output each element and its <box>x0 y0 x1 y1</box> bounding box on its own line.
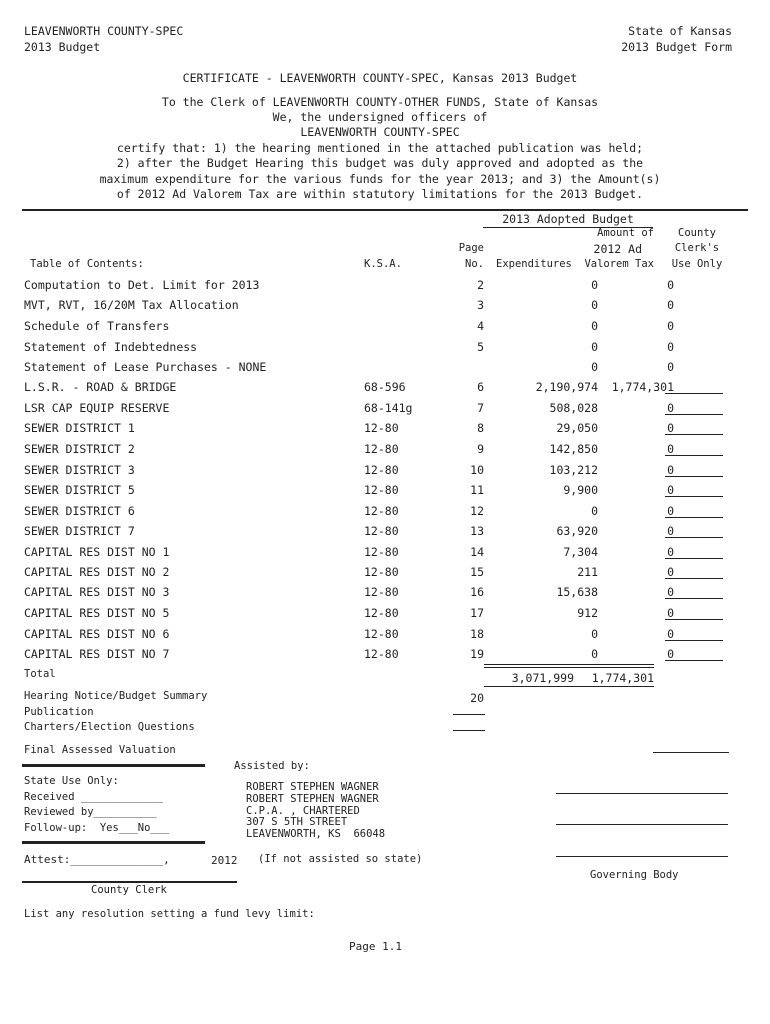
row-tax: 0 <box>667 463 674 477</box>
row-ksa: 12-80 <box>364 545 399 559</box>
total-bottom-rule <box>484 686 654 687</box>
row-ksa: 12-80 <box>364 524 399 538</box>
row-tax: 0 <box>667 585 674 599</box>
table-row <box>24 463 724 479</box>
row-page: 15 <box>470 565 484 579</box>
row-page: 6 <box>477 380 484 394</box>
hearing-notice-label: Hearing Notice/Budget Summary <box>24 690 208 702</box>
charters-page-field[interactable] <box>453 730 485 731</box>
table-row <box>24 380 724 396</box>
county-clerk-label: County Clerk <box>91 884 167 896</box>
row-page: 12 <box>470 504 484 518</box>
assisted-by-label: Assisted by: <box>234 760 310 772</box>
final-valuation-field[interactable] <box>653 752 729 753</box>
assistant-line: 307 S 5TH STREET <box>246 816 348 828</box>
row-ksa: 12-80 <box>364 606 399 620</box>
row-expenditures: 912 <box>577 606 598 620</box>
row-expenditures: 0 <box>591 340 598 354</box>
table-row <box>24 504 724 520</box>
clerk-use-field[interactable] <box>665 627 723 641</box>
table-row <box>24 483 724 499</box>
row-name: CAPITAL RES DIST NO 5 <box>24 606 170 620</box>
row-ksa: 68-141g <box>364 401 413 415</box>
row-name: SEWER DISTRICT 7 <box>24 524 135 538</box>
received-field[interactable]: Received _____________ <box>24 791 164 803</box>
clerk-header: Use Only <box>671 258 723 270</box>
clerk-use-field[interactable] <box>665 565 723 579</box>
row-expenditures: 7,304 <box>563 545 598 559</box>
row-ksa: 12-80 <box>364 463 399 477</box>
certificate-line: To the Clerk of LEAVENWORTH COUNTY-OTHER FUNDS, State of Kansas <box>161 95 599 109</box>
row-tax: 0 <box>667 360 674 374</box>
row-page: 3 <box>477 298 484 312</box>
hearing-notice-page: 20 <box>470 691 484 705</box>
certificate-line: LEAVENWORTH COUNTY-SPEC <box>300 125 460 139</box>
table-row <box>24 565 724 581</box>
row-name: SEWER DISTRICT 2 <box>24 442 135 456</box>
row-name: L.S.R. - ROAD & BRIDGE <box>24 380 177 394</box>
row-page: 8 <box>477 421 484 435</box>
clerk-use-field[interactable] <box>665 524 723 538</box>
table-row <box>24 340 724 356</box>
certificate-line: 2) after the Budget Hearing this budget was duly approved and adopted as the <box>116 156 644 170</box>
budget-form: 2013 Budget Form <box>621 40 732 54</box>
signature-line[interactable] <box>556 793 728 794</box>
certificate-line: maximum expenditure for the various funds for the year 2013; and 3) the Amount(s) <box>99 172 661 186</box>
row-ksa: 12-80 <box>364 585 399 599</box>
certificate-line: certify that: 1) the hearing mentioned in the attached publication was held; <box>116 141 644 155</box>
county-name: LEAVENWORTH COUNTY-SPEC <box>24 24 184 38</box>
clerk-use-field[interactable] <box>665 606 723 620</box>
total-label: Total <box>24 668 56 680</box>
row-tax: 0 <box>667 504 674 518</box>
row-ksa: 12-80 <box>364 483 399 497</box>
table-row <box>24 421 724 437</box>
clerk-use-field[interactable] <box>665 585 723 599</box>
clerk-use-field[interactable] <box>665 442 723 456</box>
row-page: 13 <box>470 524 484 538</box>
table-row <box>24 627 724 643</box>
table-row <box>24 647 724 663</box>
clerk-use-field[interactable] <box>665 504 723 518</box>
row-tax: 0 <box>667 647 674 661</box>
row-expenditures: 0 <box>591 278 598 292</box>
table-row <box>24 524 724 540</box>
row-name: CAPITAL RES DIST NO 6 <box>24 627 170 641</box>
row-tax: 0 <box>667 319 674 333</box>
row-page: 10 <box>470 463 484 477</box>
row-expenditures: 0 <box>591 360 598 374</box>
budget-year: 2013 Budget <box>24 40 101 54</box>
row-tax: 0 <box>667 340 674 354</box>
contents-header: Table of Contents: <box>30 258 144 270</box>
row-page: 18 <box>470 627 484 641</box>
table-row <box>24 401 724 417</box>
row-tax: 0 <box>667 442 674 456</box>
row-tax: 0 <box>667 298 674 312</box>
final-valuation-label: Final Assessed Valuation <box>24 744 176 756</box>
clerk-use-field[interactable] <box>665 401 723 415</box>
total-rule <box>484 667 654 668</box>
row-expenditures: 63,920 <box>556 524 598 538</box>
table-row <box>24 298 724 314</box>
row-expenditures: 0 <box>591 319 598 333</box>
row-ksa: 12-80 <box>364 627 399 641</box>
row-expenditures: 142,850 <box>549 442 598 456</box>
state-use-top-rule <box>22 764 205 767</box>
row-page: 11 <box>470 483 484 497</box>
row-tax: 0 <box>667 627 674 641</box>
row-ksa: 12-80 <box>364 442 399 456</box>
amount-year-header: 2012 Ad <box>593 242 642 256</box>
row-expenditures: 2,190,974 <box>535 380 598 394</box>
followup-field[interactable]: Follow-up: Yes___No___ <box>24 822 170 834</box>
row-tax: 0 <box>667 565 674 579</box>
row-ksa: 12-80 <box>364 504 399 518</box>
page-number: Page 1.1 <box>349 940 402 953</box>
row-name: MVT, RVT, 16/20M Tax Allocation <box>24 298 239 312</box>
row-page: 19 <box>470 647 484 661</box>
page-header: Page <box>458 242 484 254</box>
row-name: Computation to Det. Limit for 2013 <box>24 278 260 292</box>
row-ksa: 12-80 <box>364 565 399 579</box>
row-name: Statement of Lease Purchases - NONE <box>24 360 267 374</box>
row-expenditures: 15,638 <box>556 585 598 599</box>
signature-line[interactable] <box>556 824 728 825</box>
table-row <box>24 545 724 561</box>
certificate-title: CERTIFICATE - LEAVENWORTH COUNTY-SPEC, Kansas 2013 Budget <box>182 71 578 85</box>
row-name: CAPITAL RES DIST NO 2 <box>24 565 170 579</box>
assistant-line: C.P.A. , CHARTERED <box>246 805 360 817</box>
assistant-line: ROBERT STEPHEN WAGNER <box>246 793 379 805</box>
clerk-header: County <box>678 227 716 239</box>
row-expenditures: 0 <box>591 298 598 312</box>
resolution-label: List any resolution setting a fund levy limit: <box>24 908 315 920</box>
ksa-header: K.S.A. <box>364 258 402 270</box>
publication-page-field[interactable] <box>453 714 485 715</box>
row-expenditures: 29,050 <box>556 421 598 435</box>
row-tax: 0 <box>667 278 674 292</box>
adopted-budget-header: 2013 Adopted Budget <box>502 212 634 226</box>
clerk-header: Clerk's <box>674 242 720 254</box>
row-tax: 0 <box>667 545 674 559</box>
county-clerk-signature-line[interactable] <box>22 881 237 883</box>
row-expenditures: 103,212 <box>549 463 598 477</box>
attest-field[interactable]: Attest:______________, <box>24 853 170 866</box>
table-row <box>24 442 724 458</box>
row-tax: 1,774,301 <box>611 380 674 394</box>
state-name: State of Kansas <box>628 24 732 38</box>
row-name: CAPITAL RES DIST NO 7 <box>24 647 170 661</box>
row-name: SEWER DISTRICT 5 <box>24 483 135 497</box>
row-page: 9 <box>477 442 484 456</box>
row-name: CAPITAL RES DIST NO 3 <box>24 585 170 599</box>
state-use-bottom-rule <box>22 841 205 844</box>
governing-body-label: Governing Body <box>590 869 679 881</box>
row-name: LSR CAP EQUIP RESERVE <box>24 401 170 415</box>
row-expenditures: 0 <box>591 627 598 641</box>
table-row <box>24 278 724 294</box>
row-expenditures: 9,900 <box>563 483 598 497</box>
row-expenditures: 0 <box>591 504 598 518</box>
assistant-line: LEAVENWORTH, KS 66048 <box>246 828 386 840</box>
row-tax: 0 <box>667 606 674 620</box>
row-expenditures: 211 <box>577 565 598 579</box>
publication-label: Publication <box>24 706 94 718</box>
row-ksa: 68-596 <box>364 380 406 394</box>
certificate-line: of 2012 Ad Valorem Tax are within statutory limitations for the 2013 Budget. <box>116 187 644 201</box>
clerk-use-field[interactable] <box>665 545 723 559</box>
row-name: SEWER DISTRICT 1 <box>24 421 135 435</box>
charters-label: Charters/Election Questions <box>24 721 195 733</box>
signature-line[interactable] <box>556 856 728 857</box>
row-tax: 0 <box>667 524 674 538</box>
row-expenditures: 508,028 <box>549 401 598 415</box>
state-use-label: State Use Only: <box>24 775 119 787</box>
table-row <box>24 606 724 622</box>
row-name: Schedule of Transfers <box>24 319 170 333</box>
expenditures-header: Expenditures <box>496 258 572 270</box>
clerk-use-field[interactable] <box>665 483 723 497</box>
row-page: 2 <box>477 278 484 292</box>
certificate-line: We, the undersigned officers of <box>272 110 488 124</box>
row-page: 4 <box>477 319 484 333</box>
row-name: Statement of Indebtedness <box>24 340 198 354</box>
assistant-line: ROBERT STEPHEN WAGNER <box>246 781 379 793</box>
amount-header: Amount of <box>597 227 654 239</box>
row-expenditures: 0 <box>591 647 598 661</box>
valorem-header: Valorem Tax <box>584 258 654 270</box>
row-name: CAPITAL RES DIST NO 1 <box>24 545 170 559</box>
row-ksa: 12-80 <box>364 421 399 435</box>
total-expenditures: 3,071,999 <box>511 671 574 685</box>
row-page: 14 <box>470 545 484 559</box>
row-name: SEWER DISTRICT 6 <box>24 504 135 518</box>
row-page: 16 <box>470 585 484 599</box>
row-tax: 0 <box>667 421 674 435</box>
clerk-use-field[interactable] <box>665 463 723 477</box>
clerk-use-field[interactable] <box>665 380 723 394</box>
attest-year: 2012 <box>211 854 238 867</box>
reviewed-field[interactable]: Reviewed by__________ <box>24 806 157 818</box>
clerk-use-field[interactable] <box>665 421 723 435</box>
total-tax: 1,774,301 <box>591 671 654 685</box>
row-ksa: 12-80 <box>364 647 399 661</box>
page-no-header: No. <box>465 258 484 270</box>
table-row <box>24 319 724 335</box>
row-page: 17 <box>470 606 484 620</box>
not-assisted-note: (If not assisted so state) <box>258 853 423 865</box>
table-top-rule <box>22 209 748 211</box>
table-row <box>24 585 724 601</box>
row-tax: 0 <box>667 483 674 497</box>
row-page: 7 <box>477 401 484 415</box>
row-name: SEWER DISTRICT 3 <box>24 463 135 477</box>
table-row <box>24 360 724 376</box>
row-page: 5 <box>477 340 484 354</box>
total-rule <box>484 664 654 665</box>
row-tax: 0 <box>667 401 674 415</box>
clerk-use-field[interactable] <box>665 647 723 661</box>
